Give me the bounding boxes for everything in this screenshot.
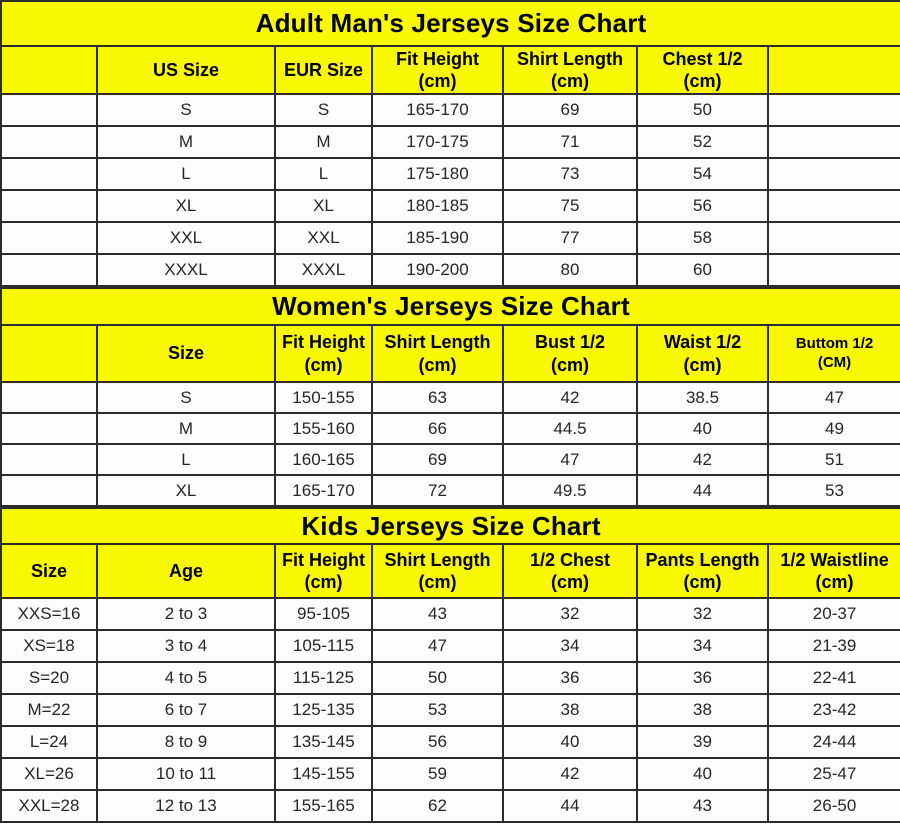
column-header-label: Buttom 1/2 xyxy=(795,334,874,352)
column-header-label: Age xyxy=(168,560,203,581)
column-header-unit: (cm) xyxy=(550,354,589,375)
table-cell: 39 xyxy=(637,726,768,758)
table-cell xyxy=(768,222,900,254)
table-cell: XS=18 xyxy=(1,630,97,662)
table-row xyxy=(1,413,900,444)
column-header-unit: (cm) xyxy=(683,354,722,375)
table-cell: 12 to 13 xyxy=(97,790,275,822)
column-header xyxy=(637,46,768,94)
table-cell: 53 xyxy=(372,694,503,726)
table-title: Kids Jerseys Size Chart xyxy=(1,508,900,544)
table-cell: XL xyxy=(97,475,275,506)
column-header-label: US Size xyxy=(152,59,220,80)
table-cell: 50 xyxy=(372,662,503,694)
column-header xyxy=(637,544,768,598)
table-cell xyxy=(1,190,97,222)
table-cell: XL xyxy=(97,190,275,222)
womens-size-table xyxy=(0,287,900,507)
table-cell: 36 xyxy=(503,662,637,694)
table-row xyxy=(1,190,900,222)
table-cell: 145-155 xyxy=(275,758,372,790)
column-header-label: 1/2 Waistline xyxy=(780,549,889,570)
column-header-label: Size xyxy=(167,343,205,364)
column-header-label: Fit Height xyxy=(282,549,365,570)
table-title: Women's Jerseys Size Chart xyxy=(1,288,900,325)
table-cell: 42 xyxy=(637,444,768,475)
table-row xyxy=(1,254,900,286)
table-cell: 49.5 xyxy=(503,475,637,506)
table-cell: 40 xyxy=(637,758,768,790)
column-header-label: 1/2 Chest xyxy=(529,549,611,570)
table-row xyxy=(1,382,900,413)
table-cell: 75 xyxy=(503,190,637,222)
column-header-unit: (cm) xyxy=(304,572,343,592)
table-cell: 150-155 xyxy=(275,382,372,413)
table-cell: M xyxy=(97,413,275,444)
table-cell xyxy=(768,94,900,126)
table-cell: 72 xyxy=(372,475,503,506)
table-cell: 4 to 5 xyxy=(97,662,275,694)
table-cell xyxy=(1,222,97,254)
table-cell: XXS=16 xyxy=(1,598,97,630)
column-header xyxy=(1,325,97,382)
adult-mens-size-table xyxy=(0,0,900,287)
column-header-unit: (cm) xyxy=(304,354,343,375)
table-cell: 185-190 xyxy=(372,222,503,254)
table-cell: 155-165 xyxy=(275,790,372,822)
column-header-row xyxy=(1,325,900,382)
table-cell: 180-185 xyxy=(372,190,503,222)
kids-size-table xyxy=(0,507,900,823)
table-cell: 38.5 xyxy=(637,382,768,413)
table-cell: 115-125 xyxy=(275,662,372,694)
table-cell: 170-175 xyxy=(372,126,503,158)
table-row xyxy=(1,662,900,694)
table-title-row xyxy=(1,1,900,46)
table-cell: 77 xyxy=(503,222,637,254)
table-cell xyxy=(768,126,900,158)
table-cell: 34 xyxy=(637,630,768,662)
table-cell xyxy=(768,190,900,222)
table-cell: 73 xyxy=(503,158,637,190)
table-cell: L xyxy=(97,444,275,475)
column-header-row xyxy=(1,46,900,94)
table-cell: 125-135 xyxy=(275,694,372,726)
table-cell: XXL=28 xyxy=(1,790,97,822)
table-cell: 190-200 xyxy=(372,254,503,286)
table-cell: 36 xyxy=(637,662,768,694)
table-cell: 58 xyxy=(637,222,768,254)
table-cell xyxy=(1,413,97,444)
table-cell: 54 xyxy=(637,158,768,190)
table-cell: 10 to 11 xyxy=(97,758,275,790)
table-cell: M xyxy=(275,126,372,158)
table-row xyxy=(1,630,900,662)
table-row xyxy=(1,126,900,158)
column-header xyxy=(503,325,637,382)
column-header-label: Bust 1/2 xyxy=(534,332,606,352)
column-header xyxy=(637,325,768,382)
table-cell: 60 xyxy=(637,254,768,286)
table-cell: 47 xyxy=(503,444,637,475)
table-cell: 160-165 xyxy=(275,444,372,475)
table-row xyxy=(1,758,900,790)
table-cell: 3 to 4 xyxy=(97,630,275,662)
table-cell: S xyxy=(97,382,275,413)
table-cell: 69 xyxy=(503,94,637,126)
table-cell: 38 xyxy=(637,694,768,726)
table-row xyxy=(1,598,900,630)
table-row xyxy=(1,158,900,190)
table-cell xyxy=(1,444,97,475)
table-cell: XXL xyxy=(275,222,372,254)
table-cell: 56 xyxy=(637,190,768,222)
table-cell: 69 xyxy=(372,444,503,475)
column-header xyxy=(768,46,900,94)
table-cell: 22-41 xyxy=(768,662,900,694)
column-header xyxy=(372,46,503,94)
table-cell: 63 xyxy=(372,382,503,413)
table-cell: 71 xyxy=(503,126,637,158)
table-cell: 8 to 9 xyxy=(97,726,275,758)
table-cell: 47 xyxy=(372,630,503,662)
column-header xyxy=(97,325,275,382)
column-header-label: Fit Height xyxy=(396,48,479,69)
table-cell: 175-180 xyxy=(372,158,503,190)
column-header-label: Size xyxy=(30,560,68,581)
table-cell: XL=26 xyxy=(1,758,97,790)
table-cell: 135-145 xyxy=(275,726,372,758)
column-header-unit: (cm) xyxy=(550,71,589,91)
column-header-unit: (cm) xyxy=(815,572,854,592)
column-header xyxy=(768,325,900,382)
table-cell: XXXL xyxy=(97,254,275,286)
column-header-label: Chest 1/2 xyxy=(662,48,743,69)
column-header xyxy=(275,46,372,94)
column-header-unit: (cm) xyxy=(683,572,722,592)
column-header-label: EUR Size xyxy=(283,59,364,80)
table-cell: 34 xyxy=(503,630,637,662)
column-header xyxy=(372,325,503,382)
table-cell xyxy=(1,382,97,413)
table-cell: 42 xyxy=(503,382,637,413)
table-cell: L=24 xyxy=(1,726,97,758)
column-header-unit: (cm) xyxy=(683,71,722,91)
table-cell: 26-50 xyxy=(768,790,900,822)
column-header xyxy=(1,544,97,598)
table-cell xyxy=(1,475,97,506)
table-cell xyxy=(768,158,900,190)
table-cell: L xyxy=(275,158,372,190)
table-cell: 23-42 xyxy=(768,694,900,726)
table-cell xyxy=(768,254,900,286)
table-cell: XXL xyxy=(97,222,275,254)
table-row xyxy=(1,790,900,822)
table-cell xyxy=(1,94,97,126)
table-cell: 32 xyxy=(637,598,768,630)
table-cell: 50 xyxy=(637,94,768,126)
table-title: Adult Man's Jerseys Size Chart xyxy=(1,1,900,46)
column-header xyxy=(97,46,275,94)
table-cell: 25-47 xyxy=(768,758,900,790)
table-row xyxy=(1,94,900,126)
table-cell: S xyxy=(97,94,275,126)
table-cell: 47 xyxy=(768,382,900,413)
table-cell: M=22 xyxy=(1,694,97,726)
table-cell: 56 xyxy=(372,726,503,758)
column-header xyxy=(275,325,372,382)
column-header-unit: (cm) xyxy=(418,71,457,91)
column-header xyxy=(372,544,503,598)
table-cell: 40 xyxy=(637,413,768,444)
column-header-unit: (cm) xyxy=(418,572,457,592)
table-cell: 80 xyxy=(503,254,637,286)
table-cell: 43 xyxy=(372,598,503,630)
table-title-row xyxy=(1,508,900,544)
table-cell xyxy=(1,158,97,190)
table-cell: 53 xyxy=(768,475,900,506)
table-cell: 95-105 xyxy=(275,598,372,630)
table-cell: 24-44 xyxy=(768,726,900,758)
column-header-row xyxy=(1,544,900,598)
table-cell: 165-170 xyxy=(372,94,503,126)
table-cell: 62 xyxy=(372,790,503,822)
table-row xyxy=(1,726,900,758)
column-header-unit: (CM) xyxy=(817,353,852,371)
column-header-label: Shirt Length xyxy=(384,332,491,352)
column-header xyxy=(503,544,637,598)
table-cell: 20-37 xyxy=(768,598,900,630)
table-cell: 42 xyxy=(503,758,637,790)
table-cell: 38 xyxy=(503,694,637,726)
table-cell: 44.5 xyxy=(503,413,637,444)
column-header xyxy=(768,544,900,598)
column-header-label: Fit Height xyxy=(282,332,365,352)
column-header xyxy=(275,544,372,598)
table-cell: 32 xyxy=(503,598,637,630)
table-cell: 2 to 3 xyxy=(97,598,275,630)
table-cell: 155-160 xyxy=(275,413,372,444)
column-header-label: Waist 1/2 xyxy=(663,332,742,352)
table-cell: 44 xyxy=(637,475,768,506)
column-header xyxy=(503,46,637,94)
table-row xyxy=(1,222,900,254)
column-header-label: Shirt Length xyxy=(384,549,491,570)
column-header-label: Pants Length xyxy=(645,549,760,570)
table-cell: 21-39 xyxy=(768,630,900,662)
column-header-unit: (cm) xyxy=(418,354,457,375)
table-row xyxy=(1,444,900,475)
table-cell: XXXL xyxy=(275,254,372,286)
table-cell: 59 xyxy=(372,758,503,790)
table-cell: L xyxy=(97,158,275,190)
table-title-row xyxy=(1,288,900,325)
table-cell: 51 xyxy=(768,444,900,475)
table-cell: 44 xyxy=(503,790,637,822)
table-cell: 6 to 7 xyxy=(97,694,275,726)
table-cell: S xyxy=(275,94,372,126)
column-header xyxy=(97,544,275,598)
table-cell: 165-170 xyxy=(275,475,372,506)
table-cell: XL xyxy=(275,190,372,222)
table-cell: 49 xyxy=(768,413,900,444)
column-header-unit: (cm) xyxy=(550,572,589,592)
table-cell: 52 xyxy=(637,126,768,158)
table-cell: S=20 xyxy=(1,662,97,694)
table-row xyxy=(1,694,900,726)
column-header-label: Shirt Length xyxy=(517,48,623,69)
table-cell: 66 xyxy=(372,413,503,444)
table-row xyxy=(1,475,900,506)
column-header xyxy=(1,46,97,94)
table-cell xyxy=(1,126,97,158)
table-cell: 105-115 xyxy=(275,630,372,662)
table-cell: 43 xyxy=(637,790,768,822)
table-cell: M xyxy=(97,126,275,158)
table-cell: 40 xyxy=(503,726,637,758)
table-cell xyxy=(1,254,97,286)
